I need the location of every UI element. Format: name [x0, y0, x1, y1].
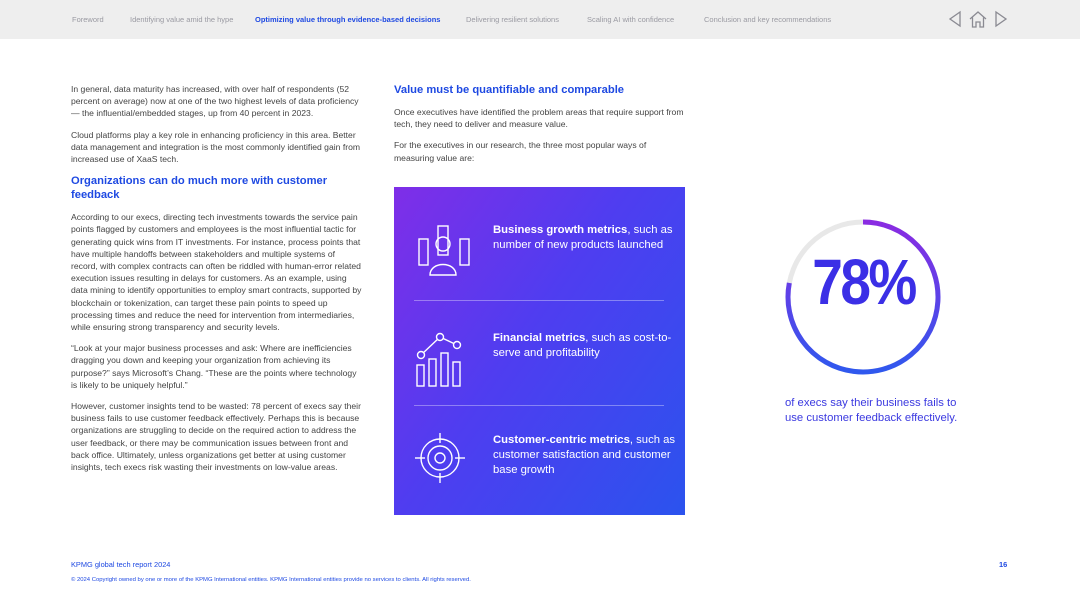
metric-financial [394, 331, 685, 411]
page-number: 16 [999, 560, 1008, 569]
nav-tab-resilient-solutions[interactable]: Delivering resilient solutions [466, 15, 559, 24]
nav-tab-foreword[interactable]: Foreword [72, 15, 104, 24]
middle-column [394, 83, 684, 173]
next-page-icon[interactable] [994, 10, 1008, 28]
section-heading-value: Value must be quantifiable and comparable [394, 84, 625, 96]
divider [414, 405, 664, 406]
divider [414, 300, 664, 301]
metrics-card [394, 187, 685, 515]
business-growth-icon [414, 223, 474, 283]
paragraph-cloud-platforms: Cloud platforms play a key role in enhancing proficiency in this area. Better data management and integration is the most commonly identified gain from increased use of XaaS tech. [71, 129, 361, 165]
metric-label: Business growth metrics, such as number of new products launched [493, 224, 673, 252]
stat-donut [785, 187, 941, 375]
nav-tab-scaling-ai[interactable]: Scaling AI with confidence [587, 15, 675, 24]
paragraph-quote-chang: “Look at your major business processes and ask: Where are inefficiencies dragging you down and keeping your organization from achieving its purpose?” says Microsoft’s Chang. “These are the points where technology is likely to be uniquely helpful.” [71, 343, 357, 390]
footer-report-title: KPMG global tech report 2024 [71, 560, 171, 569]
stat-caption: of execs say their business fails to use customer feedback effectively. [785, 397, 958, 424]
home-icon[interactable] [968, 10, 988, 28]
paragraph-popular-ways: For the executives in our research, the three most popular ways of measuring value are: [394, 140, 647, 163]
paragraph-measure-value: Once executives have identified the problem areas that require support from tech, they need to deliver and measure value. [394, 107, 684, 130]
nav-tab-optimizing-value[interactable]: Optimizing value through evidence-based decisions [255, 15, 441, 24]
previous-page-icon[interactable] [948, 10, 962, 28]
financial-chart-icon [414, 331, 474, 391]
section-heading-customer-feedback: Organizations can do much more with customer feedback [71, 175, 328, 202]
paragraph-customer-insights: However, customer insights tend to be wasted: 78 percent of execs say their business fails to use customer feedback effectively. Perhaps this is because organizations are struggling to decide on the required action to address the user feedback, or there may be communication issues between front and back office. Ultimately, unless organizations get better at using customer insights, tech execs risk wasting their investments on low-value areas. [71, 401, 361, 473]
nav-tab-conclusion[interactable]: Conclusion and key recommendations [704, 15, 832, 24]
copyright-notice: © 2024 Copyright owned by one or more of the KPMG International entities. KPMG International entities provide no services to clients. All rights reserved. [71, 577, 471, 583]
nav-controls [948, 10, 1008, 30]
metric-business-growth [394, 223, 685, 303]
top-navigation [0, 0, 1080, 39]
metric-label: Customer-centric metrics, such as customer satisfaction and customer base growth [493, 434, 676, 477]
stat-value: 78% [812, 246, 915, 318]
left-column [71, 83, 363, 482]
target-icon [414, 433, 474, 493]
metric-label: Financial metrics, such as cost-to-serve and profitability [493, 332, 672, 360]
nav-tab-identifying-value[interactable]: Identifying value amid the hype [130, 15, 234, 24]
paragraph-exec-tactics: According to our execs, directing tech investments towards the service pain points flagged by customers and employees is the most influential tactic for generating quick wins from IT investments. For instance, process points that have multiple handoffs between stakeholders and multiple systems of record, with complex contracts can often be riddled with human-error related execution issues resulting in delays for customers. As an example, using data mining to identify opportunities to employ smart contracts, supported by blockchain or tokenization, can target these pain points to speed up processing times and reduce the need for intervention from intermediaries, while ensuring strong transparency and security levels. [71, 212, 362, 333]
paragraph-data-maturity: In general, data maturity has increased, with over half of respondents (52 percent on average) now at one of the two highest levels of data proficiency — the influential/embedded stages, up from 40 percent in 2023. [71, 84, 359, 119]
metric-customer-centric [394, 433, 685, 513]
